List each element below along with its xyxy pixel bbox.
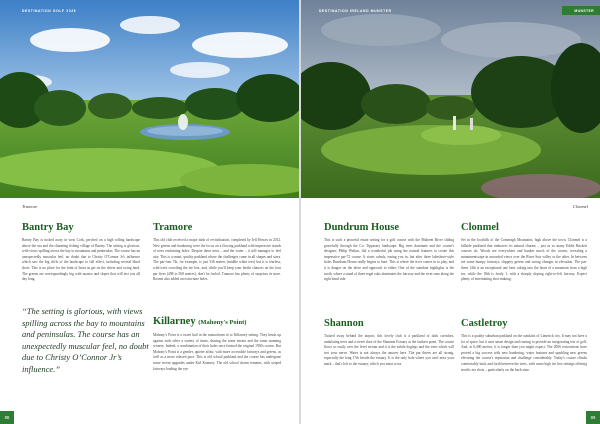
section-tab [562, 6, 600, 15]
tramore-title: Tramore [153, 222, 193, 233]
shannon-body: Tucked away behind the airport, this lovely club is a parkland of dark corridors, undulating trees and a sweet dose of the Shannon Estuary at the farthest point. The course flows so easily over the level terrain and it is the subtle doglegs and the trees which will test your nerve. Water is not always the answer here. The par threes are all strong, especially the long 17th beside the estuary. It is the only hole where you can't miss your mark – that's left to the estuary, which you must cross. [324, 334, 454, 366]
killarney-title-main: Killarney [153, 316, 196, 327]
castletroy-title: Castletroy [461, 318, 508, 329]
right-running-head: DESTINATION IRELAND MUNSTER [319, 9, 392, 13]
tramore-course-photo [0, 0, 299, 198]
clonmel-photo-illustration [301, 0, 600, 198]
bantry-bay-body: Bantry Bay is tucked away in west Cork, perched on a high rolling landscape above the sea and the charming fishing village of Bantry. The setting is glorious, with views spilling across the bay to mountains and peninsulas. The course has an unexpectedly muscular feel, no doubt due to Christy O'Connor Jr's influence which saw the big cliffs of the landscape to full effect, including several blind shots. This is no place for the faint of heart as get on the driver and swing hard. The greens are correspondingly big with nuance and slopes that will test you all day long. [22, 238, 140, 282]
left-running-head: DESTINATION GOLF 2026 [22, 9, 77, 13]
killarney-title [153, 316, 246, 327]
left-page [0, 0, 299, 424]
killarney-subtitle: (Mahony's Point) [198, 319, 247, 326]
right-photo-caption: Clonmel [572, 204, 588, 209]
tramore-body: This old club received a major dash of revitalisation, completed by Jeff Howes in 2012. New greens and bunkering were the focus on a flowing parkland with impressive stands of trees enshrining holes. Despite these trees – and the water – it still manages to feel airy. This is a smart, quality parkland where the challenges come in all shapes and sizes. The par-four 7th, for example, is just 336 metres (middle white tees) but it is fearless, with trees crowding the tee box, and, while you'll keep your birdie chances on the four par fives (498 to 568 metres), don't be fooled. Tramore has plenty of surprises in store. Rooms also added an extra nine holes. [153, 238, 281, 282]
section-tab-label: MUNSTER [574, 9, 594, 13]
left-photo-caption: Tramore [22, 204, 38, 209]
clonmel-course-photo [301, 0, 600, 198]
dundrum-house-title: Dundrum House [324, 222, 399, 233]
pull-quote: “The setting is glorious, with views spilling across the bay to mountains and peninsulas. The course has an unexpectedly muscular feel, no doubt due to Christy O’Connor Jr’s influence.” [22, 306, 149, 374]
clonmel-body: Set in the foothills of the Comeragh Mountains, high above the town, Clonmel is a hillside parkland that embraces its natural charms – just as so many Eddie Hackett courses do. Woods are everywhere and bunker much of the course, revealing a monumentscape in uncorded views over the River Suir valley or the other. In between are some humpy fairways, slippery greens and strong changes in elevation. The par-three 14th is an exceptional one here, taking into the heart of a mountain from a high tee, while the 18th is featly 1, with a sharply sloping right-to-left fairway. Expect plenty of entertaining shot-making. [461, 238, 587, 282]
bantry-bay-title: Bantry Bay [22, 222, 74, 233]
right-page [301, 0, 600, 424]
right-page-number: 89 [586, 411, 600, 424]
tramore-photo-illustration [0, 0, 299, 198]
killarney-body: Mahony's Point is a sweet hail in the mausoleum of to Killarney setting. They brush up against each other a variety of times, sharing the same terrain and the same stunning scenery. Indeed, a combination of their holes once formed the original 1930s course. But Mahony's Point is a gentler, quieter affair, with more accessible fairways and greens, as well as a more relaxed pace. This is old school parkland and the course has undergone some recent upgrades under Kirl Kearney. The old school charm remains, with striped fairways leading the eye. [153, 333, 281, 371]
dundrum-house-body: This is such a peaceful estate setting for a golf course with the Multeen River sliding gracefully through the Co. Tipperary landscape. Big trees dominate and the course's designer, Philip Walton, did a wonderful job using the natural features to create this impressive par-72 course. It starts calmly, easing you in, but after three lakeshore-style holes Dundrum House really begins to bare. This is where the river comes in to play, and it is danger on the drive and approach to either. One of the standout highlights is the north, where a stand of three regal oaks dominates the fairway and the river runs along the right hand side. [324, 238, 454, 282]
left-page-number: 88 [0, 411, 14, 424]
clonmel-title: Clonmel [461, 222, 499, 233]
shannon-title: Shannon [324, 318, 364, 329]
castletroy-body: This is a quality suburban parkland on the outskirts of Limerick city. It may not have a lot of space, but it uses smart design and routing to provide an invigorating test of golf. And, at 6,400 metres, it is longer than you might expect. The 2006 renovations have proved a big success with new bunkering, water features and sparkling new greens elevating the course's reputation and challenge considerably. Today's course climbs comfortably back and forth between the trees, with some high tee box settings offering terrific tee shots – particularly on the back nine. [461, 334, 587, 372]
